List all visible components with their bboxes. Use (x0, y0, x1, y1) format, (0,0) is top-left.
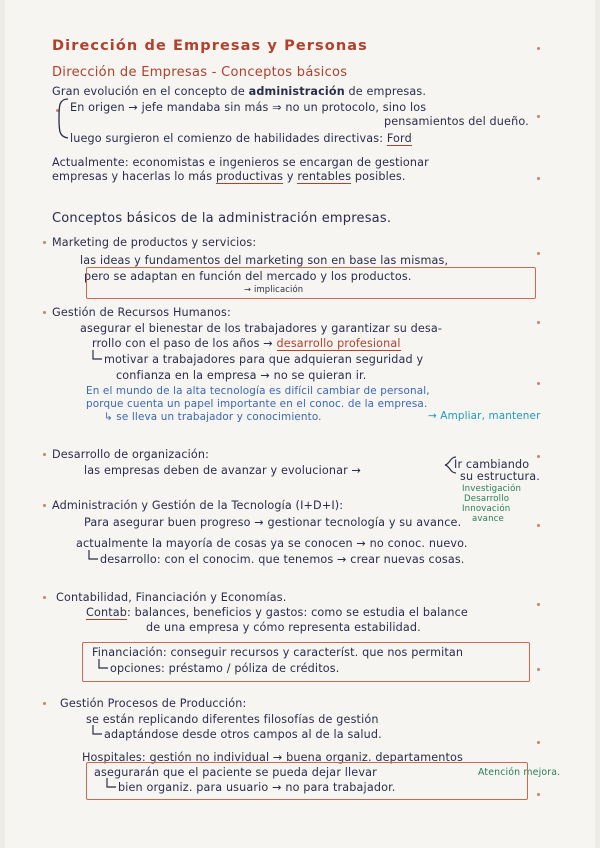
org-title: Desarrollo de organización: (52, 448, 210, 461)
finance-line-3: Financiación: conseguir recursos y característ. que nos permitan (92, 646, 464, 659)
marketing-line-2: pero se adaptan en función del mercado y los productos. (84, 270, 412, 283)
intro-line-2: En origen → jefe mandaba sin más ⇒ no un protocolo, sino los (70, 101, 427, 114)
tech-green-2: Desarrollo (464, 494, 510, 504)
marketing-line-1: las ideas y fundamentos del marketing son en base las mismas, (80, 254, 449, 267)
tech-line-1: Para asegurar buen progreso → gestionar tecnología y su avance. (84, 516, 462, 529)
finance-title: Contabilidad, Financiación y Economías. (56, 591, 287, 604)
margin-dot (537, 668, 540, 671)
rrhh-text: rrollo con el paso de los años → (92, 337, 277, 350)
finance-contab: Contab (86, 606, 127, 619)
production-title: Gestión Procesos de Producción: (60, 697, 247, 710)
finance-line-4: opciones: préstamo / póliza de créditos. (110, 662, 340, 675)
tech-green-1: Investigación (462, 484, 522, 494)
production-line-3: Hospitales: gestión no individual → buena organiz. departamentos (82, 751, 464, 764)
bullet-marker (43, 311, 46, 314)
tech-green-3: Innovación (462, 504, 511, 514)
page-right-edge (595, 0, 600, 848)
marketing-highlight-box (86, 267, 536, 299)
rrhh-professional-dev: desarrollo profesional (276, 337, 401, 350)
intro-line-3: pensamientos del dueño. (384, 115, 529, 128)
margin-dot (537, 177, 540, 180)
production-line-4: asegurarán que el paciente se pueda dejar llevar (94, 766, 377, 779)
margin-dot (537, 603, 540, 606)
marketing-note: → implicación (244, 284, 304, 294)
rrhh-line-2 (92, 337, 401, 350)
margin-dot (537, 252, 540, 255)
rrhh-note-1: En el mundo de la alta tecnología es difícil cambiar de personal, (86, 385, 430, 397)
intro-text: empresas y hacerlas lo más (52, 170, 213, 183)
intro-profitable: rentables (297, 170, 352, 183)
rrhh-title: Gestión de Recursos Humanos: (52, 306, 231, 319)
rrhh-line-3: motivar a trabajadores para que adquieran seguridad y (104, 353, 424, 366)
production-highlight-box (86, 762, 528, 800)
bullet-marker (43, 504, 46, 507)
finance-text: : balances, beneficios y gastos: como se estudia el balance (127, 606, 468, 619)
intro-line-6 (52, 170, 406, 183)
margin-dot (537, 321, 540, 324)
production-line-5: bien organiz. para usuario → no para trabajador. (118, 781, 396, 794)
margin-dot (537, 382, 540, 385)
bullet-marker (43, 596, 46, 599)
finance-line-1 (86, 606, 468, 619)
rrhh-note-2: porque cuenta un papel importante en el conoc. de la empresa. (86, 398, 428, 410)
intro-productive: productivas (216, 170, 284, 183)
intro-text: luego surgieron el comienzo de habilidades directivas: (70, 132, 384, 145)
rrhh-arrow-icon (90, 349, 104, 363)
finance-line-2: de una empresa y cómo representa estabilidad. (146, 621, 421, 634)
intro-text: Gran evolución en el concepto de (52, 85, 245, 98)
org-side-1: Ir cambiando (454, 458, 530, 471)
intro-text: de empresas. (348, 85, 427, 98)
margin-dot (537, 455, 540, 458)
tech-title: Administración y Gestión de la Tecnología (I+D+I): (52, 499, 344, 512)
org-line-1: las empresas deben de avanzar y evolucionar → (84, 464, 362, 477)
intro-line-5: Actualmente: economistas e ingenieros se encargan de gestionar (52, 156, 429, 169)
tech-line-2: actualmente la mayoría de cosas ya se conocen → no conoc. nuevo. (76, 537, 468, 550)
rrhh-line-4: confianza en la empresa → no se quieran ir. (116, 369, 367, 382)
tech-line-3: desarrollo: con el conocim. que tenemos → crear nuevas cosas. (100, 553, 465, 566)
intro-ford: Ford (386, 132, 412, 145)
bullet-marker (43, 241, 46, 244)
rrhh-note-3: ↳ se lleva un trabajador y conocimiento. (104, 411, 322, 423)
finance-highlight-box (82, 642, 530, 682)
bullet-marker (43, 702, 46, 705)
margin-dot (537, 47, 540, 50)
page-left-edge (0, 0, 5, 848)
org-side-2: su estructura. (460, 470, 541, 483)
tech-arrow-icon (86, 549, 100, 563)
production-green-note: Atención mejora. (478, 767, 561, 778)
production-line-2: adaptándose desde otros campos al de la salud. (104, 728, 382, 741)
intro-text: y (286, 170, 294, 183)
finance-arrow-icon (96, 658, 110, 672)
bullet-marker (43, 453, 46, 456)
section-heading: Conceptos básicos de la administración empresas. (52, 211, 392, 226)
page-subtitle: Dirección de Empresas - Conceptos básicos (52, 65, 348, 80)
rrhh-note-cyan: → Ampliar, mantener (428, 410, 541, 422)
page-title: Dirección de Empresas y Personas (52, 38, 368, 54)
marketing-title: Marketing de productos y servicios: (52, 236, 257, 249)
production-arrow-icon-2 (104, 777, 118, 791)
org-brace-icon (420, 454, 460, 476)
intro-keyword: administración (248, 85, 345, 98)
production-arrow-icon (90, 724, 104, 738)
production-line-1: se están replicando diferentes filosofías de gestión (86, 713, 379, 726)
margin-dot (537, 741, 540, 744)
margin-dot (537, 115, 540, 118)
margin-dot (537, 524, 540, 527)
intro-line-4 (70, 132, 412, 145)
intro-bracket-icon (52, 96, 72, 142)
tech-green-4: avance (472, 514, 504, 524)
intro-text: posibles. (354, 170, 406, 183)
margin-dot (537, 793, 540, 796)
intro-line-1 (52, 85, 426, 98)
rrhh-line-1: asegurar el bienestar de los trabajadores y garantizar su desa- (80, 322, 443, 335)
